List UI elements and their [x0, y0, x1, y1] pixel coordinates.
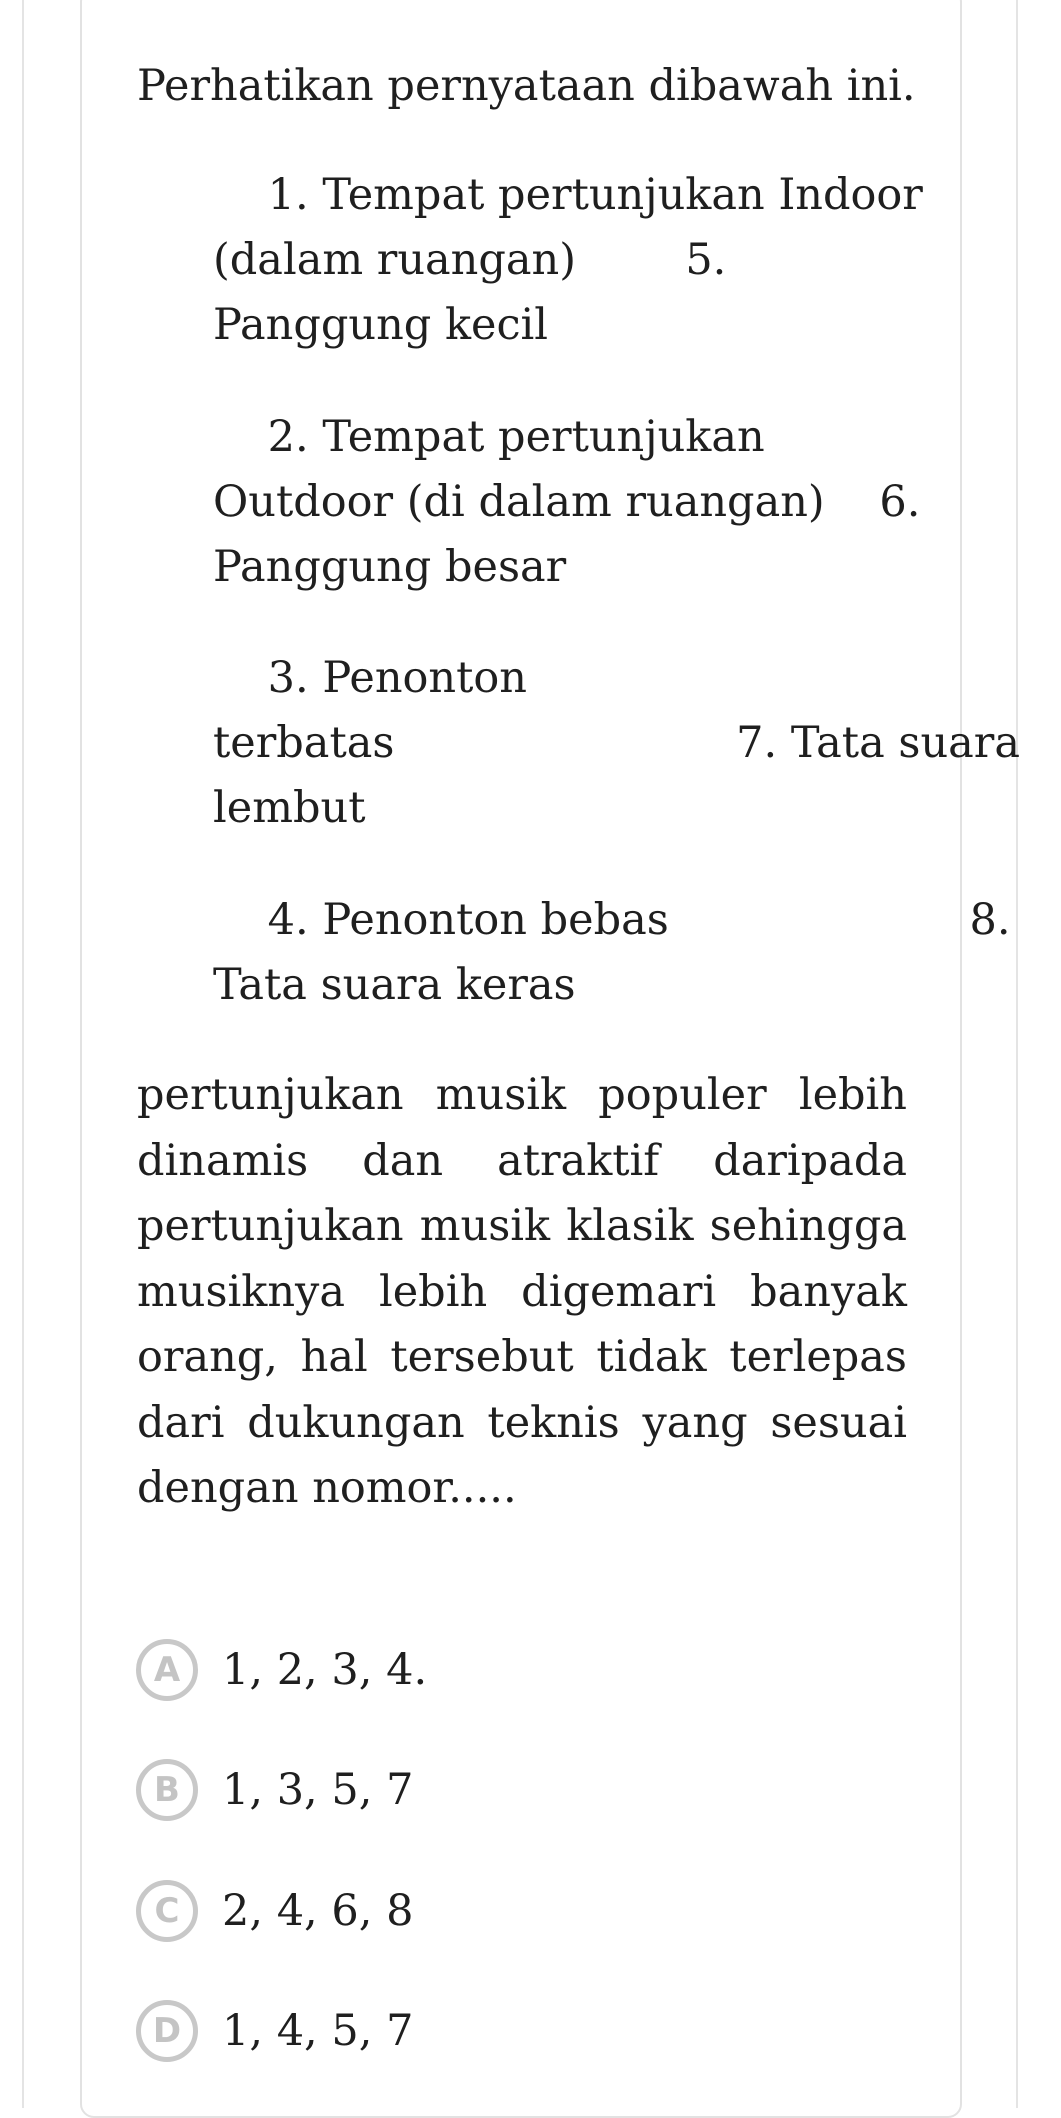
statement-line: Outdoor (di dalam ruangan) 6.	[213, 477, 921, 527]
paragraph-line: dinamis dan atraktif daripada	[137, 1135, 907, 1186]
statement-line: 1. Tempat pertunjukan Indoor	[213, 170, 923, 220]
statement-4	[213, 888, 1011, 1018]
paragraph-line: orang, hal tersebut tidak terlepas	[137, 1332, 907, 1382]
option-letter-circle: D	[136, 2000, 198, 2062]
paragraph-line: dengan nomor.....	[137, 1463, 517, 1513]
statement-line: Panggung besar	[213, 542, 567, 592]
statement-line: lembut	[213, 783, 366, 833]
option-c[interactable]	[136, 1874, 413, 1948]
paragraph-line: dari dukungan teknis yang sesuai	[137, 1397, 907, 1448]
option-text: 1, 4, 5, 7	[222, 2006, 414, 2056]
statement-line: 3. Penonton	[213, 653, 527, 703]
statement-3	[213, 646, 1020, 841]
question-paragraph	[137, 1063, 907, 1522]
paragraph-line: pertunjukan musik populer lebih	[137, 1070, 907, 1120]
option-text: 1, 3, 5, 7	[222, 1765, 414, 1815]
option-letter-circle: C	[136, 1880, 198, 1942]
option-text: 2, 4, 6, 8	[222, 1886, 414, 1936]
option-b[interactable]	[136, 1753, 413, 1827]
option-letter-circle: A	[136, 1639, 198, 1701]
statement-1	[213, 163, 923, 358]
paragraph-line: musiknya lebih digemari banyak	[137, 1266, 907, 1317]
statement-line: (dalam ruangan) 5.	[213, 235, 727, 285]
question-title: Perhatikan pernyataan dibawah ini.	[137, 61, 916, 111]
statement-line: Panggung kecil	[213, 300, 549, 350]
option-a[interactable]	[136, 1633, 427, 1707]
statement-line: terbatas 7. Tata suara	[213, 718, 1020, 768]
option-text: 1, 2, 3, 4.	[222, 1645, 428, 1695]
statement-line: 2. Tempat pertunjukan	[213, 412, 765, 462]
statement-2	[213, 405, 921, 600]
option-d[interactable]	[136, 1994, 413, 2068]
paragraph-line: pertunjukan musik klasik sehingga	[137, 1201, 907, 1251]
statement-line: 4. Penonton bebas 8.	[213, 895, 1011, 945]
option-letter-circle: B	[136, 1759, 198, 1821]
statement-line: Tata suara keras	[213, 960, 576, 1010]
